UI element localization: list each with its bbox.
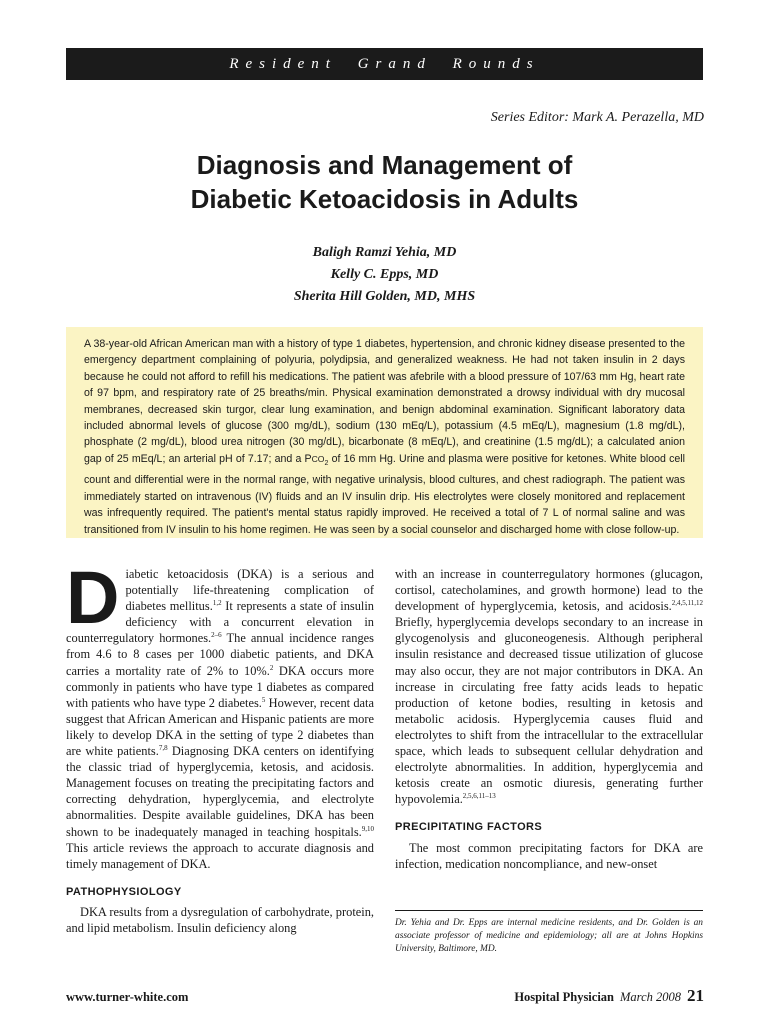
- body-text: However, recent data suggest that African American and Hispanic patients are more likely to develop DKA in the setting of type 2 diabetes than are white patients.: [66, 695, 374, 759]
- page-number: 21: [687, 986, 704, 1005]
- body-text: with an increase in counterregulatory hormones (glucagon, cortisol, catecholamines, and growth hormone) lead to the development of hyperglycemia, ketosis, and acidosis.: [395, 567, 703, 614]
- citation: 5: [261, 695, 266, 704]
- precipitating-factors-paragraph: The most common precipitating factors for DKA are infection, medication noncompliance, and new-onset: [395, 840, 703, 871]
- citation: 2,4,5,11,12: [671, 599, 703, 608]
- continued-paragraph: [395, 566, 703, 807]
- author-list: [66, 242, 703, 308]
- case-text: A 38-year-old African American man with a history of type 1 diabetes, hypertension, and chronic kidney disease presented to the emergency department complaining of polyuria, polydipsia, and generalized weakness. He had not taken insulin in 2 days because he could not afford to refill his medications. The patient was afebrile with a blood pressure of 107/63 mm Hg, heart rate of 97 bpm, and respiratory rate of 25 breaths/min. Physical examination demonstrated a drowsy individual with dry mucosal membranes, decreased skin turgor, clear lung examination, and benign abdominal examination. Significant laboratory data included abnormal levels of glucose (300 mg/dL), sodium (130 mEq/L), potassium (4.5 mEq/L), magnesium (1.8 mg/dL), phosphate (2 mg/dL), blood urea nitrogen (30 mg/dL), bicarbonate (8 mEq/L), and creatinine (1.5 mg/dL); a calculated anion gap of 25 mEq/L; an arterial pH of 7.17; and a P: [84, 338, 685, 465]
- right-column: [395, 566, 703, 872]
- section-banner: Resident Grand Rounds: [66, 48, 703, 80]
- citation: 7,8: [158, 743, 168, 752]
- case-pco-subscript: 2: [324, 459, 329, 467]
- body-text: It represents a state of insulin deficiency with a concurrent elevation in counterregulatory hormones.: [66, 599, 374, 646]
- citation: 2,5,6,11–13: [462, 792, 496, 801]
- author: Sherita Hill Golden, MD, MHS: [293, 289, 476, 304]
- pathophysiology-paragraph: DKA results from a dysregulation of carbohydrate, protein, and lipid metabolism. Insulin deficiency along: [66, 904, 374, 935]
- case-presentation-box: [66, 327, 703, 538]
- case-pco-label: CO: [311, 453, 325, 464]
- body-text: iabetic ketoacidosis (DKA) is a serious and potentially life-threatening complication of diabetes mellitus.: [125, 567, 374, 614]
- citation: 9,10: [361, 824, 374, 833]
- body-text: DKA occurs more commonly in patients who have type 1 diabetes as compared with patients who have type 2 diabetes.: [66, 663, 375, 710]
- page-footer: [514, 986, 704, 1006]
- citation: 2: [269, 663, 274, 672]
- publisher-url[interactable]: www.turner-white.com: [66, 990, 189, 1004]
- author: Kelly C. Epps, MD: [330, 267, 439, 282]
- case-text-continued: of 16 mm Hg. Urine and plasma were positive for ketones. White blood cell count and differential were in the normal range, with negative urinalysis, blood cultures, and chest radiograph. The patient was immediately started on intravenous (IV) fluids and an IV insulin drip. His electrolytes were closely monitored and replacement was infrequently required. The patient's mental status rapidly improved. He received a total of 7 L of normal saline and was transitioned from IV insulin to his home regimen. He was seen by a social counselor and discharged home with close follow-up.: [84, 452, 686, 536]
- author: Baligh Ramzi Yehia, MD: [312, 245, 457, 260]
- issue-date: March 2008: [620, 990, 681, 1004]
- body-text: Diagnosing DKA centers on identifying the classic triad of hyperglycemia, ketosis, and acidosis. Management focuses on treating the precipitating factors and correcting dehydration, hyperglycemia, and electrolyte abnormalities. Despite available guidelines, DKA has been shown to be inadequately managed in teaching hospitals.: [66, 744, 374, 839]
- journal-name: Hospital Physician: [514, 990, 614, 1004]
- citation: 2–6: [211, 631, 222, 640]
- title-line-2: Diabetic Ketoacidosis in Adults: [190, 184, 579, 214]
- section-heading-pathophysiology: PATHOPHYSIOLOGY: [66, 885, 182, 898]
- left-column: [66, 556, 375, 936]
- drop-cap: D: [66, 556, 120, 639]
- citation: 1,2: [212, 599, 222, 608]
- author-affiliation-footnote: Dr. Yehia and Dr. Epps are internal medicine residents, and Dr. Golden is an associate professor of medicine and epidemiology; all are at Johns Hopkins University, Baltimore, MD.: [395, 910, 703, 956]
- title-line-1: Diagnosis and Management of: [196, 150, 573, 180]
- body-text: The annual incidence ranges from 4.6 to 8 cases per 1000 diabetic patients, and DKA carries a mortality rate of 2% to 10%.: [66, 631, 374, 678]
- series-editor: Series Editor: Mark A. Perazella, MD: [490, 110, 704, 125]
- section-heading-precipitating-factors: PRECIPITATING FACTORS: [395, 821, 543, 834]
- article-title: [66, 148, 703, 216]
- body-text: This article reviews the approach to accurate diagnosis and timely management of DKA.: [66, 840, 374, 871]
- body-text: Briefly, hyperglycemia develops secondary to an increase in glycogenolysis and gluconeogenesis. Although peripheral insulin resistance and decreased tissue utilization of glucose may also occur, they are not major contributors in DKA. An increase in circulating free fatty acids leads to hepatic production of ketone bodies, resulting in ketosis and metabolic acidosis. Hyperglycemia causes fluid and electrolytes to shift from the intracellular to the extracellular space, which leads to subsequent cellular dehydration and electrolyte abnormalities. In addition, hyperglycemia and ketosis create an osmotic diuresis, generating further hypovolemia.: [395, 615, 703, 807]
- intro-paragraph: [66, 556, 375, 872]
